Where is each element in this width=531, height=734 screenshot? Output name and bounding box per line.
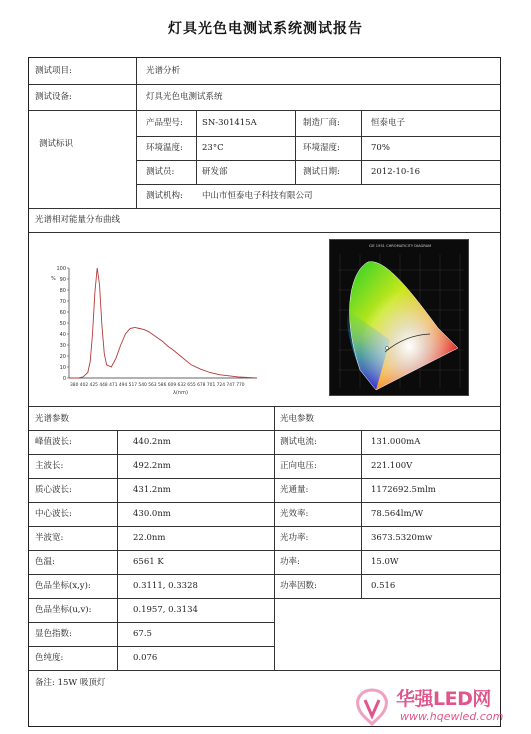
test-id-label: 测试标识 (39, 139, 74, 149)
optical-label-centroid: 质心波长: (35, 485, 72, 495)
env-humidity-label: 环境湿度: (303, 143, 340, 153)
spectrum-chart (43, 258, 268, 400)
electrical-label-efficacy: 光效率: (280, 509, 309, 519)
y-tick-label: 80 (59, 288, 66, 294)
electrical-label-power: 功率: (280, 557, 300, 567)
cie-diagram (329, 239, 469, 396)
watermark-name: 华强LED网 (396, 688, 491, 710)
manufacturer-value: 恒泰电子 (371, 118, 406, 128)
report-title: 灯具光色电测试系统测试报告 (168, 21, 363, 37)
optical-label-center: 中心波长: (35, 509, 72, 519)
divider (136, 136, 500, 137)
y-tick-label: 0 (62, 376, 66, 382)
divider (136, 58, 137, 208)
institution-label: 测试机构: (146, 191, 183, 201)
y-tick-label: 40 (59, 332, 66, 338)
optical-value-center: 430.0nm (133, 509, 171, 519)
y-tick-label: 90 (59, 277, 66, 283)
test-item-label: 测试项目: (35, 66, 72, 76)
divider (29, 526, 500, 527)
test-date-label: 测试日期: (303, 167, 340, 177)
report-sheet (28, 57, 504, 727)
spectrum-section-label: 光谱相对能量分布曲线 (35, 215, 121, 225)
optical-label-cri: 显色指数: (35, 629, 72, 639)
optical-label-peak: 峰值波长: (35, 437, 72, 447)
optical-label-fwhm: 半波宽: (35, 533, 64, 543)
electrical-label-current: 测试电流: (280, 437, 317, 447)
electrical-header: 光电参数 (280, 414, 315, 424)
institution-value: 中山市恒泰电子科技有限公司 (202, 191, 313, 201)
test-item-value: 光谱分析 (146, 66, 181, 76)
watermark (352, 684, 531, 732)
divider (136, 160, 500, 161)
optical-value-xy: 0.3111, 0.3328 (133, 581, 198, 591)
tester-label: 测试员: (146, 167, 175, 177)
x-tick-labels: 380 402 425 448 471 494 517 540 563 586 609 632 655 678 701 724 747 770 (70, 383, 245, 388)
cie-diagram-svg (330, 240, 470, 397)
x-axis-label: λ(nm) (173, 390, 188, 396)
optical-label-uv: 色品坐标(u,v): (35, 605, 92, 615)
electrical-label-flux: 光通量: (280, 485, 309, 495)
y-tick-label: 10 (59, 365, 66, 371)
y-tick-label: 60 (59, 310, 66, 316)
divider (196, 110, 197, 184)
electrical-value-power: 15.0W (371, 557, 399, 567)
divider (361, 110, 362, 184)
divider (29, 208, 500, 209)
watermark-url: www.hqewled.com (400, 710, 504, 723)
tester-value: 研发部 (202, 167, 228, 177)
electrical-label-voltage: 正向电压: (280, 461, 317, 471)
divider (29, 430, 500, 431)
divider (29, 478, 500, 479)
watermark-logo-icon (352, 686, 392, 726)
test-date-value: 2012-10-16 (371, 167, 421, 177)
electrical-value-pf: 0.516 (371, 581, 396, 591)
electrical-value-voltage: 221.100V (371, 461, 413, 471)
y-tick-label: 20 (59, 354, 66, 360)
divider (29, 502, 500, 503)
chromaticity-point (386, 347, 389, 350)
divider (136, 184, 500, 185)
y-tick-label: 30 (59, 343, 66, 349)
remark: 备注: 15W 吸顶灯 (35, 678, 106, 688)
test-equipment-label: 测试设备: (35, 92, 72, 102)
manufacturer-label: 制造厂商: (303, 118, 340, 128)
optical-label-dominant: 主波长: (35, 461, 64, 471)
divider (361, 430, 362, 598)
divider (29, 232, 500, 233)
optical-value-fwhm: 22.0nm (133, 533, 166, 543)
optical-label-cct: 色温: (35, 557, 55, 567)
optical-value-dominant: 492.2nm (133, 461, 171, 471)
optical-label-xy: 色品坐标(x,y): (35, 581, 91, 591)
optical-value-centroid: 431.2nm (133, 485, 171, 495)
env-humidity-value: 70% (371, 143, 390, 153)
electrical-label-pf: 功率因数: (280, 581, 317, 591)
electrical-value-flux: 1172692.5mlm (371, 485, 436, 495)
divider (274, 406, 275, 670)
divider (29, 454, 500, 455)
y-tick-label: 70 (59, 299, 66, 305)
optical-header: 光谱参数 (35, 414, 70, 424)
optical-value-uv: 0.1957, 0.3134 (133, 605, 198, 615)
divider (29, 110, 500, 111)
electrical-value-current: 131.000mA (371, 437, 421, 447)
divider (29, 406, 500, 407)
y-tick-label: 50 (59, 321, 66, 327)
divider (29, 622, 274, 623)
divider (29, 646, 274, 647)
optical-label-purity: 色纯度: (35, 653, 64, 663)
divider (29, 598, 500, 599)
y-axis-label: % (51, 276, 56, 282)
optical-value-cri: 67.5 (133, 629, 152, 639)
model-label: 产品型号: (146, 118, 183, 128)
divider (295, 110, 296, 184)
cie-header: CIE 1931 CHROMATICITY DIAGRAM (368, 244, 432, 248)
cie-white-region (350, 262, 458, 390)
y-tick-label: 100 (56, 266, 66, 272)
test-equipment-value: 灯具光色电测试系统 (146, 92, 223, 102)
divider (29, 550, 500, 551)
spectrum-series-line (69, 268, 257, 378)
env-temp-value: 23°C (202, 143, 224, 153)
electrical-label-optical-power: 光功率: (280, 533, 309, 543)
optical-value-peak: 440.2nm (133, 437, 171, 447)
electrical-value-optical-power: 3673.5320mw (371, 533, 433, 543)
divider (29, 574, 500, 575)
optical-value-cct: 6561 K (133, 557, 164, 567)
model-value: SN-301415A (202, 118, 257, 128)
spectrum-chart-svg (43, 258, 268, 400)
divider (29, 84, 500, 85)
optical-value-purity: 0.076 (133, 653, 158, 663)
env-temp-label: 环境温度: (146, 143, 183, 153)
divider (29, 670, 500, 671)
electrical-value-efficacy: 78.564lm/W (371, 509, 424, 519)
